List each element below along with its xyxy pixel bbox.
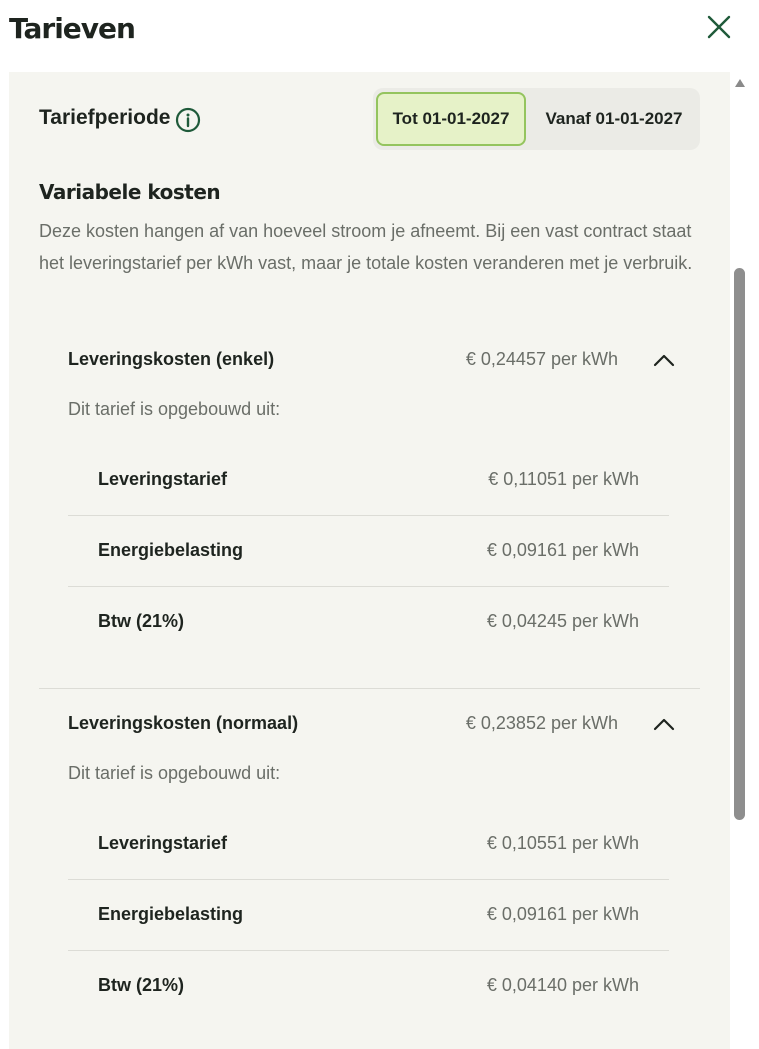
period-option-from[interactable]: Vanaf 01-01-2027	[545, 109, 683, 128]
cost-group-value: € 0,23852 per kWh	[465, 713, 618, 733]
group-divider	[39, 688, 700, 689]
sub-item-value: € 0,10551 per kWh	[486, 833, 639, 853]
sub-item-row	[68, 445, 669, 516]
scrollbar-thumb[interactable]	[734, 268, 745, 820]
sub-item-name: Btw (21%)	[98, 611, 185, 631]
scroll-up-arrow[interactable]	[734, 78, 746, 88]
sub-item-row	[68, 880, 669, 951]
tariff-panel	[9, 72, 730, 1049]
sub-item-value: € 0,09161 per kWh	[486, 904, 639, 924]
sub-item-row	[68, 516, 669, 587]
chevron-up-icon[interactable]	[652, 350, 676, 370]
page-title: Tarieven	[9, 12, 135, 45]
period-toggle	[373, 88, 700, 150]
sub-item-value: € 0,04245 per kWh	[486, 611, 639, 631]
close-button[interactable]	[704, 12, 734, 42]
sub-item-name: Energiebelasting	[98, 904, 244, 924]
chevron-up-icon[interactable]	[652, 714, 676, 734]
sub-item-name: Leveringstarief	[98, 833, 228, 853]
sub-item-row	[68, 951, 669, 1022]
sub-item-row	[68, 809, 669, 880]
section-title: Variabele kosten	[39, 180, 221, 204]
sub-item-name: Leveringstarief	[98, 469, 228, 489]
cost-group-name: Leveringskosten (normaal)	[68, 713, 299, 733]
close-icon	[704, 12, 734, 42]
period-label: Tariefperiode	[39, 106, 171, 129]
cost-group-name: Leveringskosten (enkel)	[68, 349, 275, 369]
cost-group-header[interactable]	[68, 713, 678, 743]
sub-item-value: € 0,11051 per kWh	[488, 469, 639, 489]
built-from-label: Dit tarief is opgebouwd uit:	[68, 763, 281, 783]
section-description: Deze kosten hangen af van hoeveel stroom je afneemt. Bij een vast contract staat het leveringstarief per kWh vast, maar je totale kosten veranderen met je verbruik.	[39, 221, 693, 273]
cost-group-value: € 0,24457 per kWh	[465, 349, 618, 369]
sub-item-row	[68, 587, 669, 658]
dialog-header	[0, 0, 759, 72]
sub-item-value: € 0,09161 per kWh	[486, 540, 639, 560]
info-icon[interactable]	[175, 107, 201, 133]
built-from-label: Dit tarief is opgebouwd uit:	[68, 399, 281, 419]
cost-group-header[interactable]	[68, 349, 678, 379]
sub-item-name: Btw (21%)	[98, 975, 185, 995]
sub-item-name: Energiebelasting	[98, 540, 244, 560]
sub-item-value: € 0,04140 per kWh	[486, 975, 639, 995]
period-option-until[interactable]: Tot 01-01-2027	[376, 92, 526, 146]
